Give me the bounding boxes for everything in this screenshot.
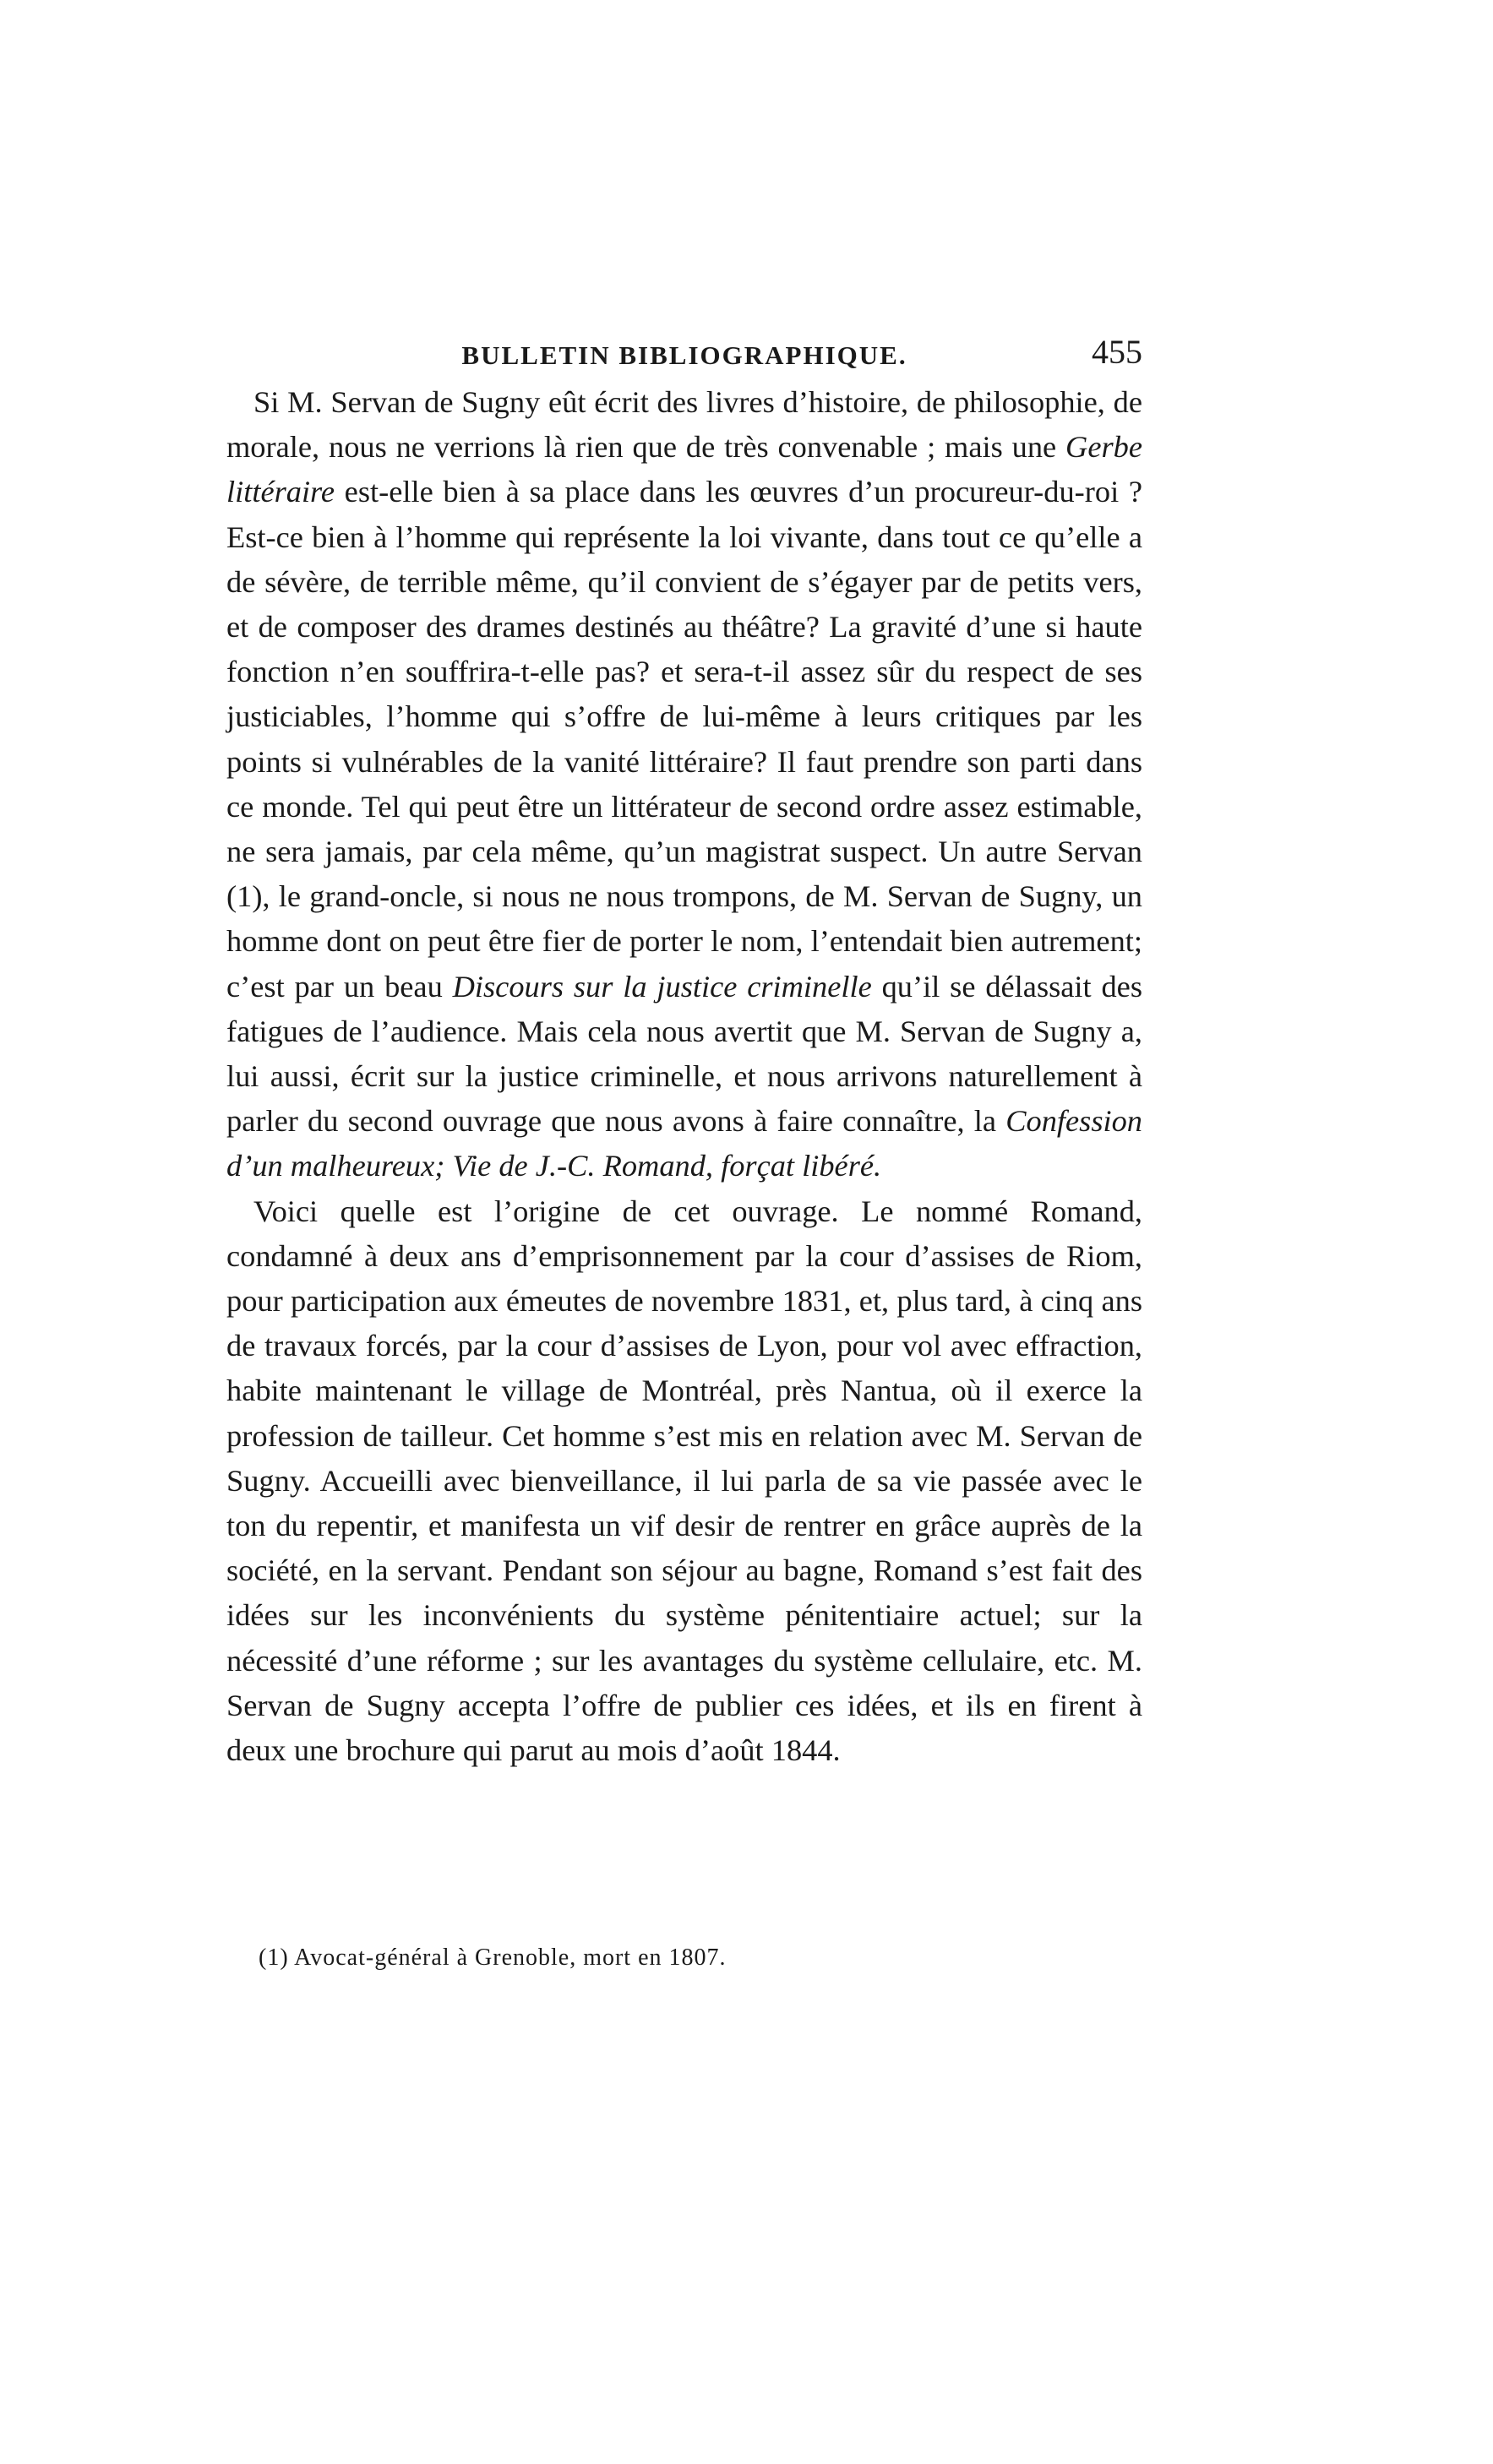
paragraph-2: Voici quelle est l’origine de cet ouvrage. Le nommé Romand, condamné à deux ans d’emprisonnement par la cour d’assises de Riom, pour participation aux émeutes de novembre 1831, et, plus tard, à cinq ans de travaux forcés, par la cour d’assises de Lyon, pour vol avec effraction, habite maintenant le village de Montréal, près Nantua, où il exerce la profession de tailleur. Cet homme s’est mis en relation avec M. Servan de Sugny. Accueilli avec bienveillance, il lui parla de sa vie passée avec le ton du repentir, et manifesta un vif desir de rentrer en grâce auprès de la société, en la servant. Pendant son séjour au bagne, Romand s’est fait des idées sur les inconvénients du système pénitentiaire actuel; sur la nécessité d’une réforme ; sur les avantages du système cellulaire, etc. M. Servan de Sugny accepta l’offre de publier ces idées, et ils en firent à deux une brochure qui parut au mois d’août 1844.: [226, 1194, 1142, 1768]
footnote: (1) Avocat-général à Grenoble, mort en 1807.: [259, 1945, 727, 1971]
paragraph-1-text-a: Si M. Servan de Sugny eût écrit des livres d’histoire, de philosophie, de morale, nous ne verrions là rien que de très convenable ; mais une: [226, 385, 1142, 465]
running-title: BULLETIN BIBLIOGRAPHIQUE.: [461, 340, 907, 370]
title-discours-justice-criminelle: Discours sur la justice criminelle: [452, 969, 872, 1004]
page-number: 455: [1092, 333, 1142, 371]
title-confession-malheureux: Confession d’un malheureux; Vie de J.-C. Romand, forçat libéré.: [226, 1104, 1142, 1183]
paragraph-1: [226, 380, 1142, 1189]
paragraph-1-text-b: est-elle bien à sa place dans les œuvres d’un procureur-du-roi ? Est-ce bien à l’homme qui représente la loi vivante, dans tout ce qu’elle a de sévère, de terrible même, qu’il convient de s’égayer par de petits vers, et de composer des drames destinés au théâtre? La gravité d’une si haute fonction n’en souffrira-t-elle pas? et sera-t-il assez sûr du respect de ses justiciables, l’homme qui s’offre de lui-même à leurs critiques par les points si vulnérables de la vanité littéraire? Il faut prendre son parti dans ce monde. Tel qui peut être un littérateur de second ordre assez estimable, ne sera jamais, par cela même, qu’un magistrat suspect. Un autre Servan (1), le grand-oncle, si nous ne nous trompons, de M. Servan de Sugny, un homme dont on peut être fier de porter le nom, l’entendait bien autrement; c’est par un beau: [226, 475, 1142, 1004]
title-gerbe-litteraire: Gerbe littéraire: [226, 430, 1142, 509]
running-head: [226, 335, 1142, 377]
paragraph-1-text-c: qu’il se délassait des fatigues de l’audience. Mais cela nous avertit que M. Servan de Sugny a, lui aussi, écrit sur la justice criminelle, et nous arrivons naturellement à parler du second ouvrage que nous avons à faire connaître, la: [226, 969, 1142, 1139]
body-text: [226, 380, 1142, 1773]
